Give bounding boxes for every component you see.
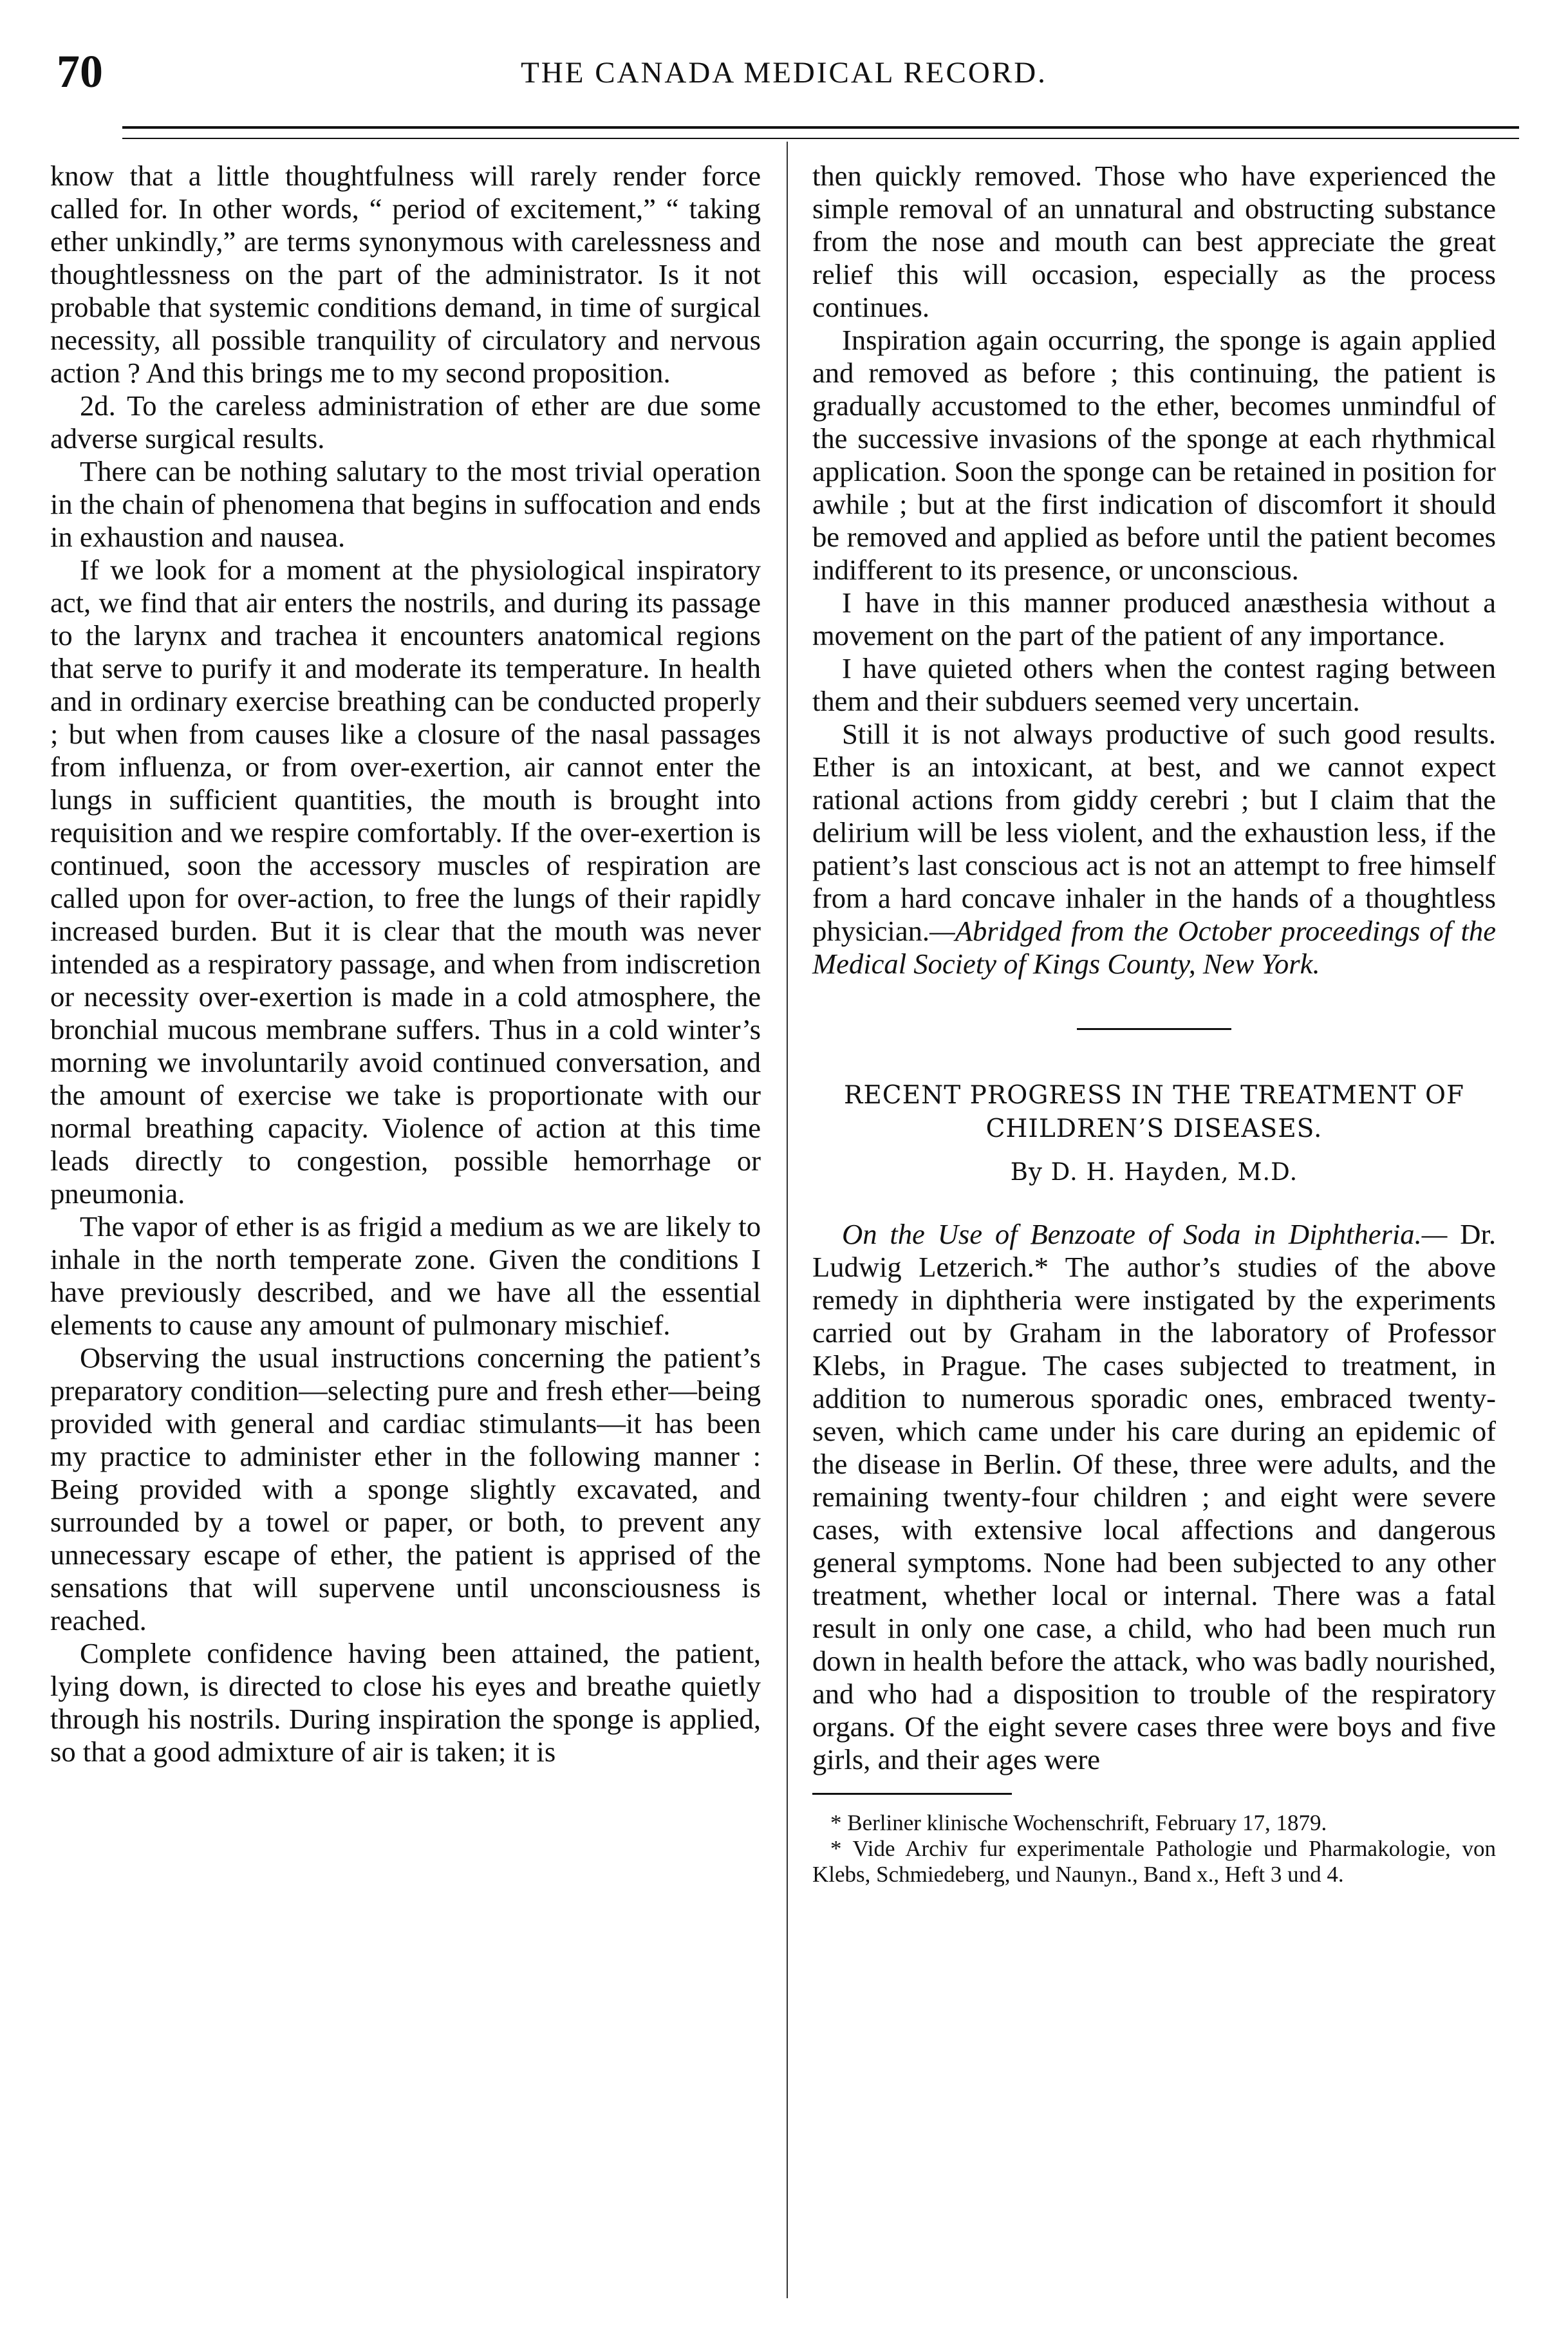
page-number: 70 [57,46,103,97]
paragraph [812,718,1496,980]
source-citation: —Abridged from the October proceedings of the Medical Society of Kings County, New York. [812,915,1496,980]
footnote: * Berliner klinische Wochenschrift, February 17, 1879. [830,1810,1327,1835]
header-rule [122,126,1519,139]
article-byline: By D. H. Hayden, M.D. [1010,1158,1298,1186]
paragraph [812,1218,1496,1776]
running-title: THE CANADA MEDICAL RECORD. [521,56,1047,89]
left-column [50,160,761,1768]
paragraph: I have in this manner produced anæsthesia without a movement on the part of the patient of any importance. [812,586,1496,651]
paragraph: If we look for a moment at the physiological inspiratory act, we find that air enters the nostrils, and during its passage to the larynx and trachea it encounters anatomical regions that serve to purify it and moderate its temperature. In health and in ordinary exercise breathing can be conducted properly ; but when from causes like a closure of the nasal passages from influenza, or from over-exertion, air cannot enter the lungs in sufficient quantities, the mouth is brought into requisition and we respire comfortably. If the over-exertion is continued, soon the accessory muscles of respiration are called upon for over-action, to free the lungs of their rapidly increased burden. But it is clear that the mouth was never intended as a respiratory passage, and when from indiscretion or necessity over-exertion is made in a cold atmosphere, the bronchial mucous membrane suffers. Thus in a cold winter’s morning we involuntarily avoid continued conversation, and the amount of exercise we take is proportionate with our normal breathing capacity. Violence of action at this time leads directly to congestion, possible hemorrhage or pneumonia. [50,554,761,1210]
right-column [812,160,1496,1887]
paragraph: I have quieted others when the contest raging between them and their subduers seemed very uncertain. [812,652,1496,717]
paragraph-text: Still it is not always productive of such good results. Ether is an intoxicant, at best, and we cannot expect rational actions from giddy cerebri ; but I claim that the delirium will be less violent, and the exhaustion less, if the patient’s last conscious act is not an attempt to free himself from a hard concave inhaler in the hands of a thoughtless physician. [812,718,1496,947]
paragraph-text: Dr. Ludwig Letzerich.* The author’s studies of the above remedy in diphtheria were instigated by the experiments carried out by Graham in the laboratory of Professor Klebs, in Prague. The cases subjected to treatment, in addition to numerous sporadic ones, embraced twenty-seven, which came under his care during an epidemic of the disease in Berlin. Of these, three were adults, and the remaining twenty-four children ; and eight were severe cases, with extensive local affections and dangerous general symptoms. None had been subjected to any other treatment, whether local or internal. There was a fatal result in only one case, a child, who had been much run down in health before the attack, who was badly nourished, and who had a disposition to trouble of the respiratory organs. Of the eight severe cases three were boys and five girls, and their ages were [812,1218,1496,1775]
page-header [0,33,1568,98]
paragraph: then quickly removed. Those who have experienced the simple removal of an unnatural and obstructing substance from the nose and mouth can best appreciate the great relief this will occasion, especially as the process continues. [812,160,1496,323]
footnote: * Vide Archiv fur experimentale Pathologie und Pharmakologie, von Klebs, Schmiedeberg, und Naunyn., Band x., Heft 3 und 4. [812,1836,1496,1887]
paragraph: 2d. To the careless administration of ether are due some adverse surgical results. [50,389,761,454]
paragraph: Inspiration again occurring, the sponge is again applied and removed as before ; this continuing, the patient is gradually accustomed to the ether, becomes unmindful of the successive invasions of the sponge at each rhythmical application. Soon the sponge can be retained in position for awhile ; but at the first indication of discomfort it should be removed and applied as before until the patient becomes indifferent to its presence, or unconscious. [812,324,1496,586]
paragraph: know that a little thoughtfulness will rarely render force called for. In other words, “ period of excitement,” “ taking ether unkindly,” are terms synonymous with carelessness and thoughtlessness on the part of the administrator. Is it not probable that systemic conditions demand, in time of surgical necessity, all possible tranquility of circulatory and nervous action ? And this brings me to my second proposition. [50,160,761,389]
paragraph: There can be nothing salutary to the most trivial operation in the chain of phenomena that begins in suffocation and ends in exhaustion and nausea. [50,455,761,553]
subhead: On the Use of Benzoate of Soda in Diphtheria.— [842,1218,1448,1250]
article-title: RECENT PROGRESS IN THE TREATMENT OF CHILDREN’S DISEASES. [843,1081,1465,1143]
paragraph: The vapor of ether is as frigid a medium as we are likely to inhale in the north temperate zone. Given the conditions I have previously described, and we have all the essential elements to cause any amount of pulmonary mischief. [50,1210,761,1341]
footnote-rule [812,1793,1012,1795]
column-divider [787,142,788,2298]
section-divider [1077,1028,1231,1030]
paragraph: Complete confidence having been attained, the patient, lying down, is directed to close his eyes and breathe quietly through his nostrils. During inspiration the sponge is applied, so that a good admixture of air is taken; it is [50,1637,761,1768]
paragraph: Observing the usual instructions concerning the patient’s preparatory condition—selecting pure and fresh ether—being provided with general and cardiac stimulants—it has been my practice to administer ether in the following manner : Being provided with a sponge slightly excavated, and surrounded by a towel or paper, or both, to prevent any unnecessary escape of ether, the patient is apprised of the sensations that will supervene until unconsciousness is reached. [50,1342,761,1636]
